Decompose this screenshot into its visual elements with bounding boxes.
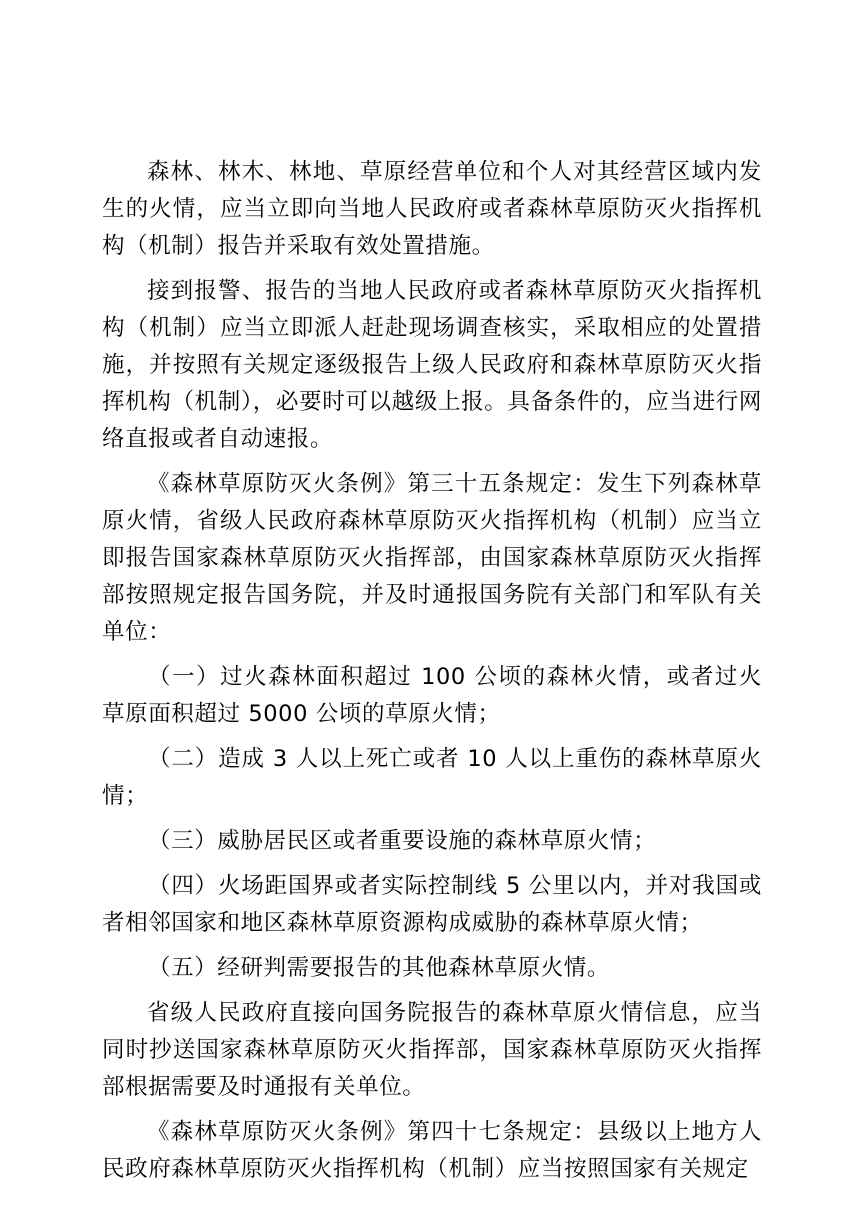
paragraph-verification: 接到报警、报告的当地人民政府或者森林草原防灭火指挥机构（机制）应当立即派人赶赴现场调查核实，采取相应的处置措施，并按照有关规定逐级报告上级人民政府和森林草原防灭火指挥机构（机制），必要时可以越级上报。具备条件的，应当进行网络直报或者自动速报。 — [102, 278, 762, 452]
list-item-1: （一）过火森林面积超过 100 公顷的森林火情，或者过火草原面积超过 5000 公顷的草原火情； — [102, 664, 762, 727]
paragraph-provincial-report: 省级人民政府直接向国务院报告的森林草原火情信息，应当同时抄送国家森林草原防灭火指挥部，国家森林草原防灭火指挥部根据需要及时通报有关单位。 — [102, 1000, 762, 1100]
paragraph-report-obligation: 森林、林木、林地、草原经营单位和个人对其经营区域内发生的火情，应当立即向当地人民政府或者森林草原防灭火指挥机构（机制）报告并采取有效处置措施。 — [102, 159, 762, 259]
paragraph-article-47: 《森林草原防灭火条例》第四十七条规定：县级以上地方人民政府森林草原防灭火指挥机构（机制）应当按照国家有关规定 — [102, 1119, 762, 1182]
list-item-3: （三）威胁居民区或者重要设施的森林草原火情； — [148, 828, 657, 854]
document-page — [102, 154, 762, 1196]
list-item-4: （四）火场距国界或者实际控制线 5 公里以内，并对我国或者相邻国家和地区森林草原资源构成威胁的森林草原火情； — [102, 873, 762, 936]
list-item-5: （五）经研判需要报告的其他森林草原火情。 — [148, 955, 611, 981]
list-item-2: （二）造成 3 人以上死亡或者 10 人以上重伤的森林草原火情； — [102, 746, 762, 809]
paragraph-article-35: 《森林草原防灭火条例》第三十五条规定：发生下列森林草原火情，省级人民政府森林草原防灭火指挥机构（机制）应当立即报告国家森林草原防灭火指挥部，由国家森林草原防灭火指挥部按照规定报告国务院，并及时通报国务院有关部门和军队有关单位： — [102, 471, 762, 645]
